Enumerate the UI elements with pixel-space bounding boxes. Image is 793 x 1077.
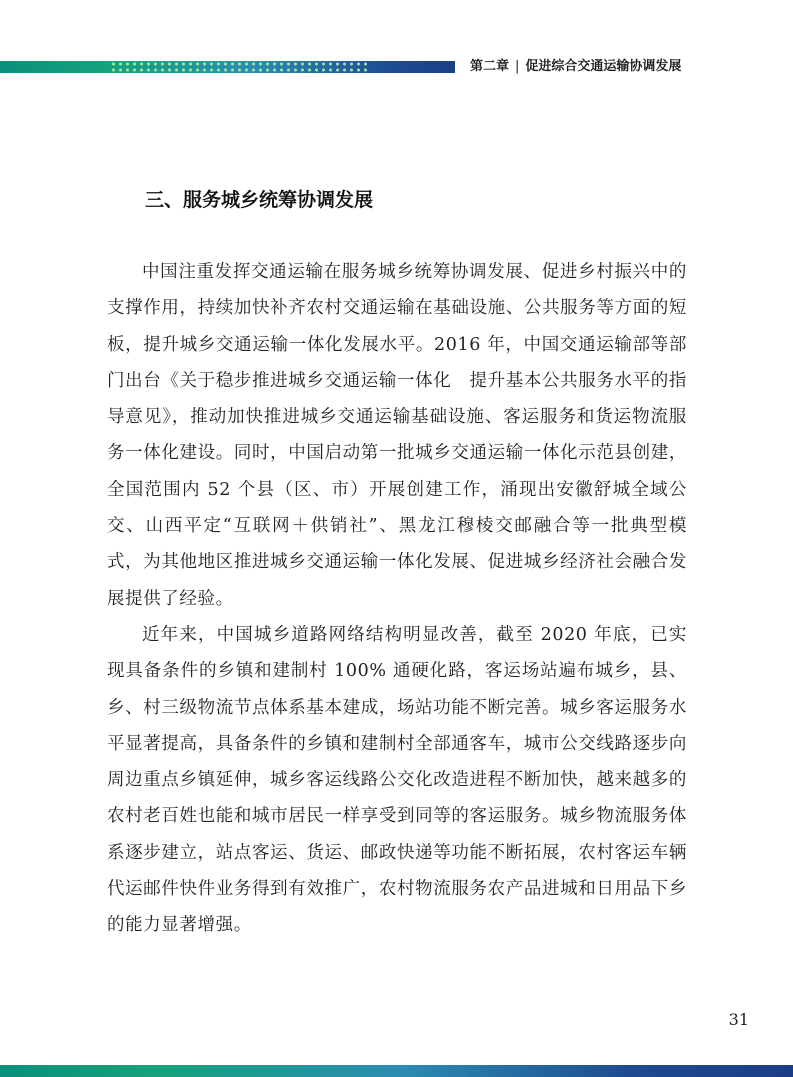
running-header [470, 58, 681, 76]
paragraph: 中国注重发挥交通运输在服务城乡统筹协调发展、促进乡村振兴中的支撑作用，持续加快补齐农村交通运输在基础设施、公共服务等方面的短板，提升城乡交通运输一体化发展水平。2016 年，中国交通运输部等部门出台《关于稳步推进城乡交通运输一体化 提升基本公共服务水平的指导意见》，推动加快推进城乡交通运输基础设施、客运服务和货运物流服务一体化建设。同时，中国启动第一批城乡交通运输一体化示范县创建，全国范围内 52 个县（区、市）开展创建工作，涌现出安徽舒城全域公交、山西平定“互联网＋供销社”、黑龙江穆棱交邮融合等一批典型模式，为其他地区推进城乡交通运输一体化发展、促进城乡经济社会融合发展提供了经验。 [107, 262, 687, 609]
section-heading: 三、服务城乡统筹协调发展 [145, 189, 374, 211]
paragraph: 近年来，中国城乡道路网络结构明显改善，截至 2020 年底，已实现具备条件的乡镇和建制村 100% 通硬化路，客运场站遍布城乡，县、乡、村三级物流节点体系基本建成，场站功能不断完善。城乡客运服务水平显著提高，具备条件的乡镇和建制村全部通客车，城市公交线路逐步向周边重点乡镇延伸，城乡客运线路公交化改造进程不断加快，越来越多的农村老百姓也能和城市居民一样享受到同等的客运服务。城乡物流服务体系逐步建立，站点客运、货运、邮政快递等功能不断拓展，农村客运车辆代运邮件快件业务得到有效推广，农村物流服务农产品进城和日用品下乡的能力显著增强。 [107, 624, 687, 936]
page-number: 31 [728, 1010, 749, 1029]
footer-color-band [0, 1065, 793, 1077]
header-dot-pattern [110, 61, 370, 73]
chapter-title: 促进综合交通运输协调发展 [525, 59, 682, 74]
chapter-label: 第二章 [470, 59, 510, 74]
header-color-band [0, 61, 455, 73]
body-text [107, 254, 687, 944]
header-separator: | [515, 59, 520, 74]
